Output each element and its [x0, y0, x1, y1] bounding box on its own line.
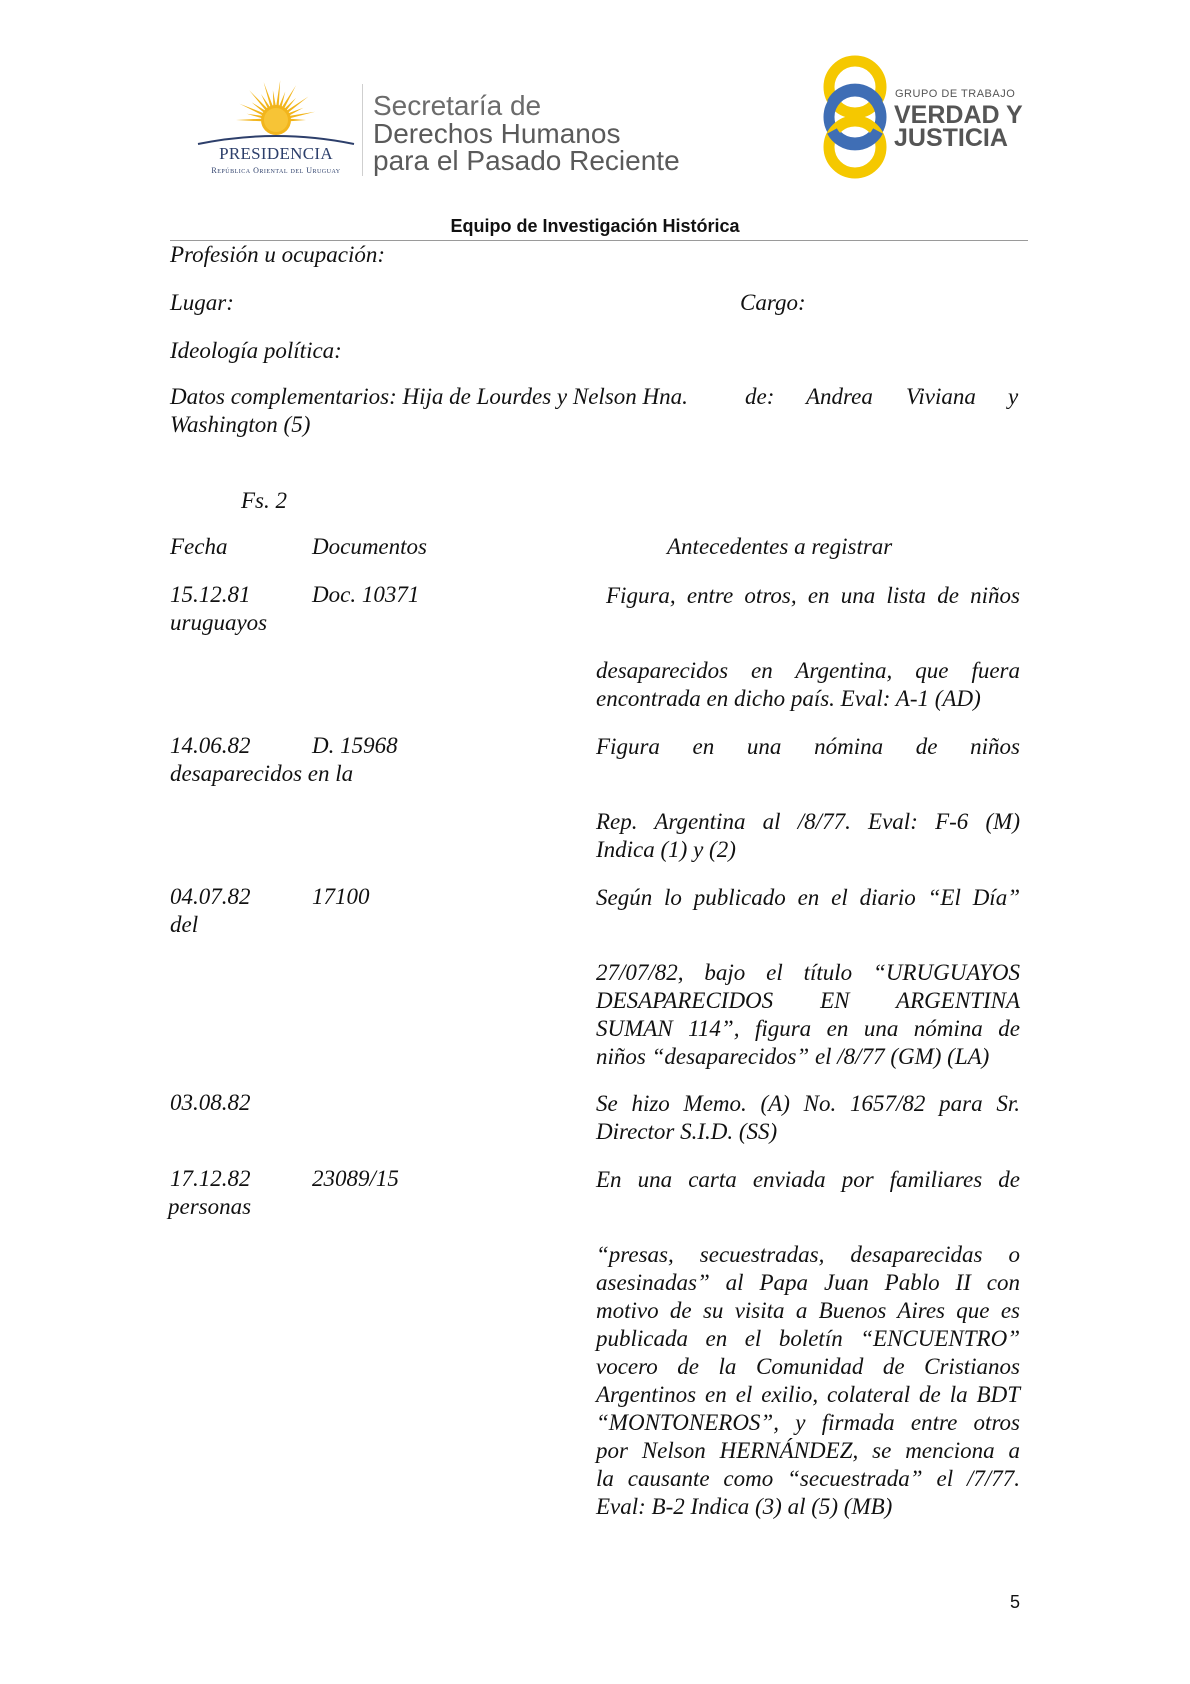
- entry-line: niños “desaparecidos” el /8/77 (GM) (LA): [596, 1044, 990, 1069]
- header-documentos: Documentos: [312, 534, 427, 559]
- entry-wrap: uruguayos: [170, 610, 268, 635]
- datos-de: de:: [745, 384, 775, 409]
- entry-line: asesinadas” al Papa Juan Pablo II con: [596, 1270, 1020, 1295]
- logo-divider: [362, 84, 363, 176]
- secretaria-line3: para el Pasado Reciente: [373, 145, 680, 176]
- sun-ray: [276, 80, 280, 106]
- datos-line2: Washington (5): [170, 412, 311, 437]
- datos-andrea: Andrea: [806, 384, 873, 409]
- presidencia-name: PRESIDENCIA: [219, 144, 333, 163]
- entry-line: “presas, secuestradas, desaparecidas o: [596, 1242, 1020, 1267]
- page-number: 5: [1010, 1592, 1021, 1612]
- entry-continuation: [596, 959, 1020, 1071]
- entry-continuation: [596, 808, 1020, 864]
- entry-line: desaparecidos en Argentina, que fuera: [596, 658, 1020, 683]
- entry-line: SUMAN 114”, figura en una nómina de: [596, 1016, 1020, 1041]
- datos-y: y: [1008, 384, 1019, 409]
- datos-text: Datos complementarios: Hija de Lourdes y Nelson Hna.: [170, 384, 688, 409]
- entry-line: DESAPARECIDOS EN ARGENTINA: [596, 988, 1020, 1013]
- entry-line: encontrada en dicho país. Eval: A-1 (AD): [596, 686, 981, 711]
- header-rule: [170, 240, 1028, 241]
- presidencia-logo: [196, 78, 356, 178]
- profesion-label: Profesión u ocupación:: [170, 242, 386, 267]
- team-title: Equipo de Investigación Histórica: [450, 216, 740, 236]
- entry-first-line: Figura, entre otros, en una lista de niños: [606, 583, 1020, 608]
- entry-fecha: 15.12.81: [170, 582, 251, 607]
- entry-fecha: 14.06.82: [170, 733, 251, 758]
- header-fecha: Fecha: [170, 534, 228, 559]
- entry-doc: 23089/15: [312, 1166, 399, 1191]
- entry-wrap: personas: [168, 1194, 252, 1219]
- entry-continuation: [596, 1090, 1020, 1146]
- entry-line: la causante como “secuestrada” el /7/77.: [596, 1466, 1020, 1491]
- gtvj-line3: JUSTICIA: [894, 124, 1008, 152]
- sun-ray: [290, 119, 306, 122]
- entry-doc: Doc. 10371: [312, 582, 420, 607]
- fs-label: Fs. 2: [241, 488, 287, 513]
- entry-fecha: 04.07.82: [170, 884, 251, 909]
- entry-line: Indica (1) y (2): [596, 837, 736, 862]
- lugar-label: Lugar:: [170, 290, 234, 315]
- header-antecedentes: Antecedentes a registrar: [667, 534, 893, 559]
- presidencia-subtitle: República Oriental del Uruguay: [211, 166, 341, 175]
- entry-doc: D. 15968: [312, 733, 398, 758]
- entry-fecha: 17.12.82: [170, 1166, 251, 1191]
- cargo-label: Cargo:: [740, 290, 806, 315]
- gtvj-line2: VERDAD Y: [894, 101, 1023, 129]
- sun-ray: [236, 119, 262, 122]
- entry-line: Eval: B-2 Indica (3) al (5) (MB): [596, 1494, 893, 1519]
- entry-line: motivo de su visita a Buenos Aires que es: [596, 1298, 1020, 1323]
- sun-ray: [247, 114, 263, 119]
- secretaria-line2: Derechos Humanos: [373, 118, 621, 149]
- sun-ray: [240, 104, 264, 116]
- sun-icon: [196, 78, 356, 148]
- entry-wrap: del: [170, 912, 199, 937]
- sun-ray: [273, 90, 276, 106]
- entry-line: Director S.I.D. (SS): [596, 1119, 778, 1144]
- entry-line: publicada en el boletín “ENCUENTRO”: [596, 1326, 1020, 1351]
- sun-ray: [264, 82, 273, 107]
- datos-line1: [170, 384, 1020, 412]
- entry-continuation: [596, 657, 1020, 713]
- entry-continuation: [596, 1241, 1020, 1521]
- datos-viviana: Viviana: [906, 384, 976, 409]
- entry-doc: 17100: [312, 884, 370, 909]
- entry-line: vocero de la Comunidad de Cristianos: [596, 1354, 1020, 1379]
- entry-fecha: 03.08.82: [170, 1090, 251, 1115]
- ideologia-label: Ideología política:: [170, 338, 342, 363]
- secretaria-line1: Secretaría de: [373, 90, 542, 121]
- entry-line: 27/07/82, bajo el título “URUGUAYOS: [596, 960, 1020, 985]
- entry-line: Rep. Argentina al /8/77. Eval: F-6 (M): [596, 809, 1020, 834]
- entry-first-line: Se hizo Memo. (A) No. 1657/82 para Sr.: [596, 1091, 1020, 1116]
- entry-line: por Nelson HERNÁNDEZ, se menciona a: [596, 1438, 1020, 1463]
- gtvj-line1: GRUPO DE TRABAJO: [895, 88, 1016, 100]
- entry-first-line: En una carta enviada por familiares de: [596, 1167, 1020, 1192]
- entry-line: “MONTONEROS”, y firmada entre otros: [596, 1410, 1020, 1435]
- entry-first-line: Figura en una nómina de niños: [596, 734, 1020, 759]
- entry-line: Argentinos en el exilio, colateral de la BDT: [596, 1382, 1020, 1407]
- entry-wrap: desaparecidos en la: [170, 761, 354, 786]
- chain-rings-icon: [820, 55, 890, 179]
- entry-first-line: Según lo publicado en el diario “El Día”: [596, 885, 1020, 910]
